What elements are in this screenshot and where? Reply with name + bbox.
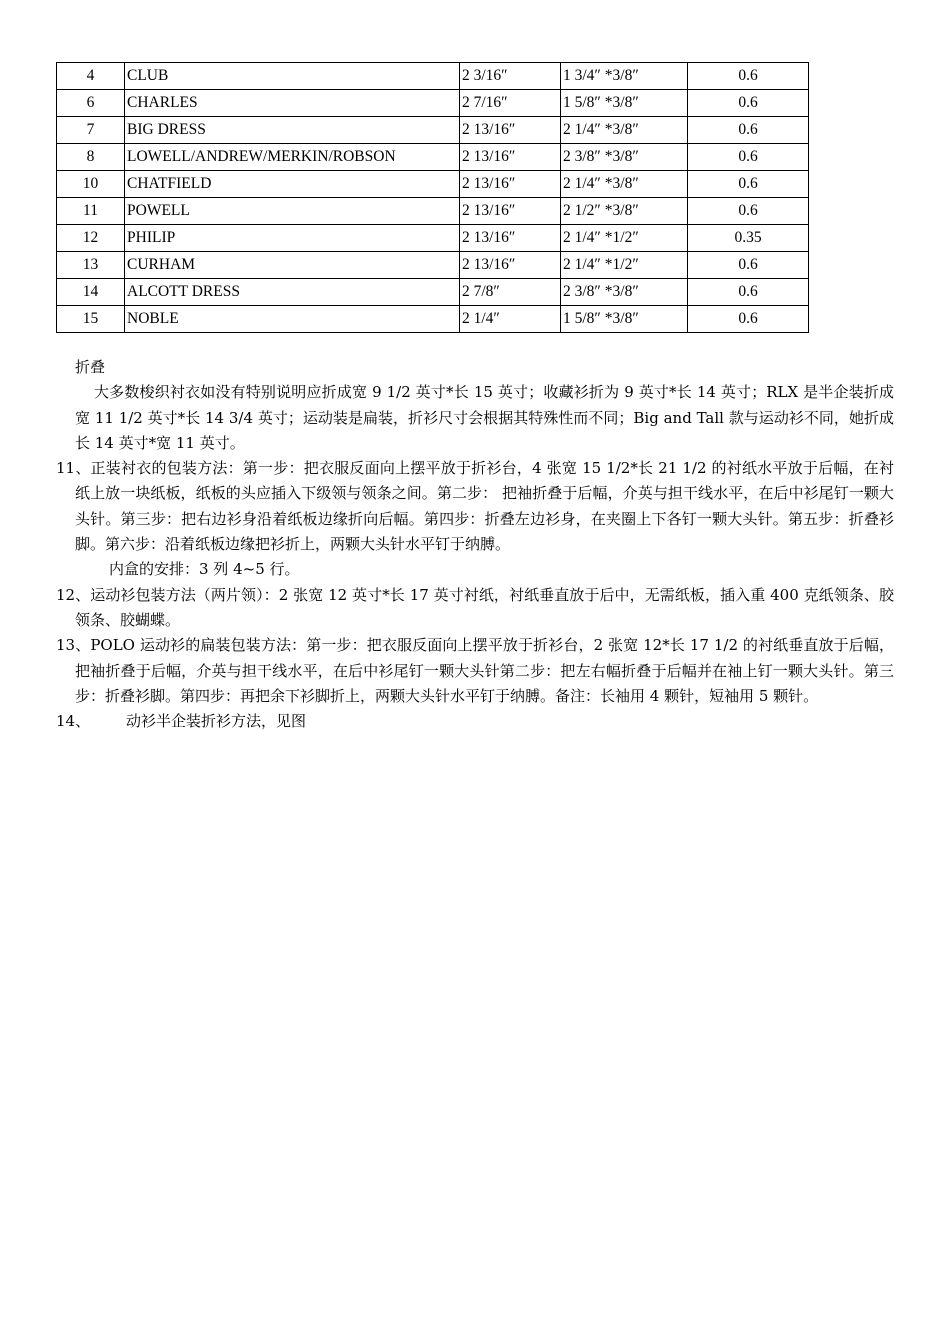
item-13-paragraph: 13、POLO 运动衫的扁装包装方法：第一步：把衣服反面向上摆平放于折衫台，2 张宽 12*长 17 1/2 的衬纸垂直放于后幅，把袖折叠于后幅，介英与担干线水平，在后中衫尾钉一颗大头针第二步：把左右幅折叠于后幅并在袖上钉一颗大头针。第三步：折叠衫脚。第四步：再把余下衫脚折上，两颗大头针水平钉于纳膊。备注：长袖用 4 颗针，短袖用 5 颗针。 — [56, 636, 894, 705]
width-cell: 2 13/16″ — [460, 117, 561, 144]
value-cell: 0.6 — [688, 90, 809, 117]
size-cell: 1 5/8″ *3/8″ — [561, 306, 688, 333]
collar-spec-table — [56, 62, 809, 333]
table-row — [57, 90, 809, 117]
item-14-number: 14、 — [56, 712, 91, 731]
width-cell: 2 13/16″ — [460, 225, 561, 252]
width-cell: 2 1/4″ — [460, 306, 561, 333]
table-row — [57, 279, 809, 306]
style-name-cell: CHATFIELD — [125, 171, 460, 198]
item-14-text: 动衫半企装折衫方法，见图 — [126, 712, 307, 731]
style-name-cell: NOBLE — [125, 306, 460, 333]
size-cell: 2 3/8″ *3/8″ — [561, 144, 688, 171]
row-number-cell: 15 — [57, 306, 125, 333]
style-name-cell: CHARLES — [125, 90, 460, 117]
width-cell: 2 3/16″ — [460, 63, 561, 90]
row-number-cell: 10 — [57, 171, 125, 198]
item-12-paragraph: 12、运动衫包装方法（两片领）：2 张宽 12 英寸*长 17 英寸衬纸，衬纸垂直放于后中，无需纸板，插入重 400 克纸领条、胶领条、胶蝴蝶。 — [56, 585, 894, 629]
item-11-paragraph: 11、正装衬衣的包装方法：第一步：把衣服反面向上摆平放于折衫台，4 张宽 15 1/2*长 21 1/2 的衬纸水平放于后幅，在衬纸上放一块纸板，纸板的头应插入下级领与领条之间。第二步： 把袖折叠于后幅，介英与担干线水平，在后中衫尾钉一颗大头针。第三步：把右边衫身沿着纸板边缘折向后幅。第四步：折叠左边衫身，在夹圈上下各钉一颗大头针。第五步：折叠衫脚。第六步：沿着纸板边缘把衫折上，两颗大头针水平钉于纳膊。 — [56, 459, 894, 554]
value-cell: 0.6 — [688, 171, 809, 198]
table-row — [57, 171, 809, 198]
value-cell: 0.6 — [688, 63, 809, 90]
width-cell: 2 13/16″ — [460, 171, 561, 198]
size-cell: 2 1/4″ *1/2″ — [561, 252, 688, 279]
table-row — [57, 117, 809, 144]
table-row — [57, 198, 809, 225]
style-name-cell: CLUB — [125, 63, 460, 90]
width-cell: 2 7/8″ — [460, 279, 561, 306]
size-cell: 2 1/2″ *3/8″ — [561, 198, 688, 225]
row-number-cell: 13 — [57, 252, 125, 279]
row-number-cell: 11 — [57, 198, 125, 225]
size-cell: 2 1/4″ *3/8″ — [561, 171, 688, 198]
size-cell: 2 1/4″ *3/8″ — [561, 117, 688, 144]
style-name-cell: BIG DRESS — [125, 117, 460, 144]
value-cell: 0.6 — [688, 279, 809, 306]
section-title-fold: 折叠 — [75, 358, 106, 376]
value-cell: 0.35 — [688, 225, 809, 252]
row-number-cell: 4 — [57, 63, 125, 90]
fold-paragraph: 大多数梭织衬衣如没有特别说明应折成宽 9 1/2 英寸*长 15 英寸；收藏衫折为 9 英寸*长 14 英寸；RLX 是半企装折成宽 11 1/2 英寸*长 14 3/4 英寸；运动装是扁装，折衫尺寸会根据其特殊性而不同；Big and Tall 款与运动衫不同，她折成长 14 英寸*宽 11 英寸。 — [75, 383, 894, 452]
row-number-cell: 14 — [57, 279, 125, 306]
value-cell: 0.6 — [688, 117, 809, 144]
table-row — [57, 144, 809, 171]
table-body — [57, 63, 809, 333]
row-number-cell: 6 — [57, 90, 125, 117]
table-row — [57, 63, 809, 90]
style-name-cell: POWELL — [125, 198, 460, 225]
width-cell: 2 13/16″ — [460, 198, 561, 225]
table-row — [57, 225, 809, 252]
width-cell: 2 7/16″ — [460, 90, 561, 117]
row-number-cell: 8 — [57, 144, 125, 171]
value-cell: 0.6 — [688, 198, 809, 225]
row-number-cell: 12 — [57, 225, 125, 252]
row-number-cell: 7 — [57, 117, 125, 144]
size-cell: 2 3/8″ *3/8″ — [561, 279, 688, 306]
inner-box-arrangement: 内盒的安排：3 列 4~5 行。 — [109, 560, 300, 579]
size-cell: 1 5/8″ *3/8″ — [561, 90, 688, 117]
style-name-cell: PHILIP — [125, 225, 460, 252]
table-row — [57, 306, 809, 333]
packing-instructions — [56, 355, 894, 734]
value-cell: 0.6 — [688, 144, 809, 171]
value-cell: 0.6 — [688, 306, 809, 333]
item-14-paragraph — [56, 709, 894, 734]
size-cell: 2 1/4″ *1/2″ — [561, 225, 688, 252]
value-cell: 0.6 — [688, 252, 809, 279]
style-name-cell: CURHAM — [125, 252, 460, 279]
width-cell: 2 13/16″ — [460, 144, 561, 171]
width-cell: 2 13/16″ — [460, 252, 561, 279]
size-cell: 1 3/4″ *3/8″ — [561, 63, 688, 90]
style-name-cell: LOWELL/ANDREW/MERKIN/ROBSON — [125, 144, 460, 171]
table-row — [57, 252, 809, 279]
style-name-cell: ALCOTT DRESS — [125, 279, 460, 306]
